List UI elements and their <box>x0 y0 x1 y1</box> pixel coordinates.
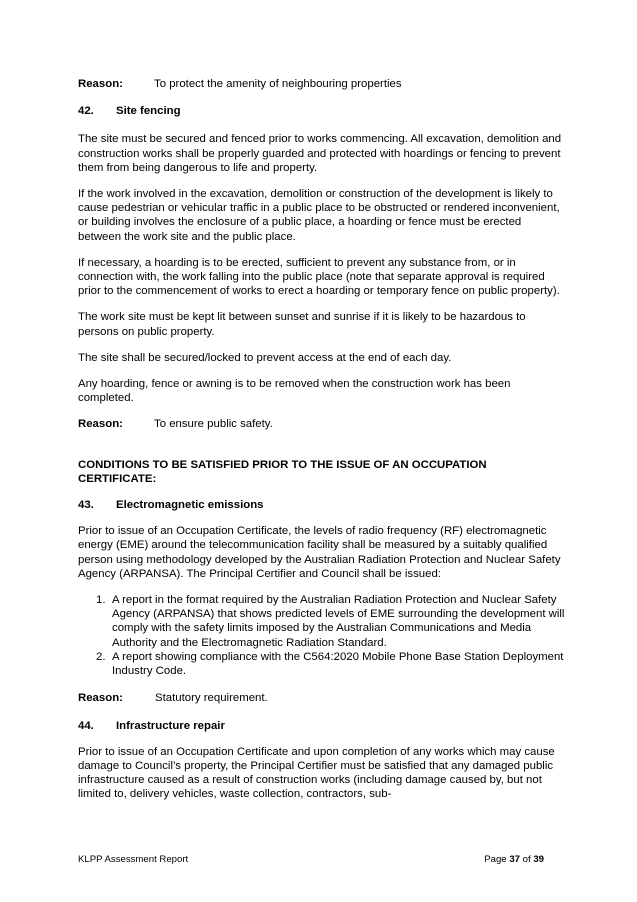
section-number: 44. <box>78 719 94 732</box>
paragraph: If necessary, a hoarding is to be erected, sufficient to prevent any substance from, or in connection with, the work falling into the public place (note that separate approval is required prior to the commencement of works to erect a hoarding or temporary fence on public property). <box>78 256 560 298</box>
list-number: 1. <box>96 594 106 607</box>
list-item <box>96 650 566 678</box>
paragraph: Prior to issue of an Occupation Certificate, the levels of radio frequency (RF) electromagnetic energy (EME) around the telecommunication facility shall be measured by a suitably qualified person using methodology developed by the Australian Radiation Protection and Nuclear Safety Agency (ARPANSA). The Principal Certifier and Council shall be issued: <box>78 525 561 580</box>
section-title: Infrastructure repair <box>116 719 225 732</box>
page-current: 37 <box>509 854 520 865</box>
page-total: 39 <box>533 854 544 865</box>
requirements-list <box>78 593 566 678</box>
section-number: 42. <box>78 105 94 118</box>
paragraph: The site shall be secured/locked to prevent access at the end of each day. <box>78 351 452 364</box>
page-separator: of <box>519 854 534 865</box>
paragraph: Any hoarding, fence or awning is to be removed when the construction work has been completed. <box>78 378 511 405</box>
paragraph: The site must be secured and fenced prior to works commencing. All excavation, demolition and construction works shall be properly guarded and protected with hoardings or fencing to prevent them from being dangerous to life and property. <box>78 133 562 174</box>
document-page <box>78 77 566 802</box>
page-footer <box>78 853 544 867</box>
reason-text: To protect the amenity of neighbouring properties <box>154 78 402 90</box>
reason-1 <box>78 77 566 91</box>
conditions-heading: CONDITIONS TO BE SATISFIED PRIOR TO THE ISSUE OF AN OCCUPATION CERTIFICATE: <box>78 458 487 485</box>
footer-page-number <box>484 853 544 867</box>
section-number: 43. <box>78 499 94 512</box>
section-43-heading <box>78 498 566 512</box>
reason-text: Statutory requirement. <box>155 692 268 705</box>
list-text: A report in the format required by the Australian Radiation Protection and Nuclear Safety Agency (ARPANSA) that shows predicted levels of EME surrounding the development will comply with the safety limits imposed by the Australian Communications and Media Authority and the Electromagnetic Radiation Standard. <box>112 594 565 649</box>
reason-label: Reason: <box>78 78 123 90</box>
list-text: A report showing compliance with the C564:2020 Mobile Phone Base Station Deployment Industry Code. <box>112 650 564 678</box>
section-title: Electromagnetic emissions <box>116 499 264 512</box>
paragraph: Prior to issue of an Occupation Certificate and upon completion of any works which may cause damage to Council’s property, the Principal Certifier must be satisfied that any damaged public infrastructure caused as a result of construction works (including damage caused by, but not limited to, delivery vehicles, waste collection, contractors, sub- <box>78 745 555 801</box>
reason-label: Reason: <box>78 418 123 431</box>
reason-label: Reason: <box>78 692 123 705</box>
list-number: 2. <box>96 650 106 663</box>
footer-document-name: KLPP Assessment Report <box>78 854 189 865</box>
section-42-heading <box>78 104 566 118</box>
list-item <box>96 593 566 650</box>
section-title: Site fencing <box>116 105 181 118</box>
page-prefix: Page <box>484 854 510 865</box>
section-44-heading <box>78 719 566 733</box>
reason-text: To ensure public safety. <box>154 418 273 431</box>
paragraph: The work site must be kept lit between sunset and sunrise if it is likely to be hazardous to persons on public property. <box>78 311 526 338</box>
paragraph: If the work involved in the excavation, demolition or construction of the development is likely to cause pedestrian or vehicular traffic in a public place to be obstructed or rendered inconvenient, or building involves the enclosure of a public place, a hoarding or fence must be erected between the work site and the public place. <box>78 188 560 243</box>
reason-3 <box>78 691 566 705</box>
reason-2 <box>78 417 566 431</box>
